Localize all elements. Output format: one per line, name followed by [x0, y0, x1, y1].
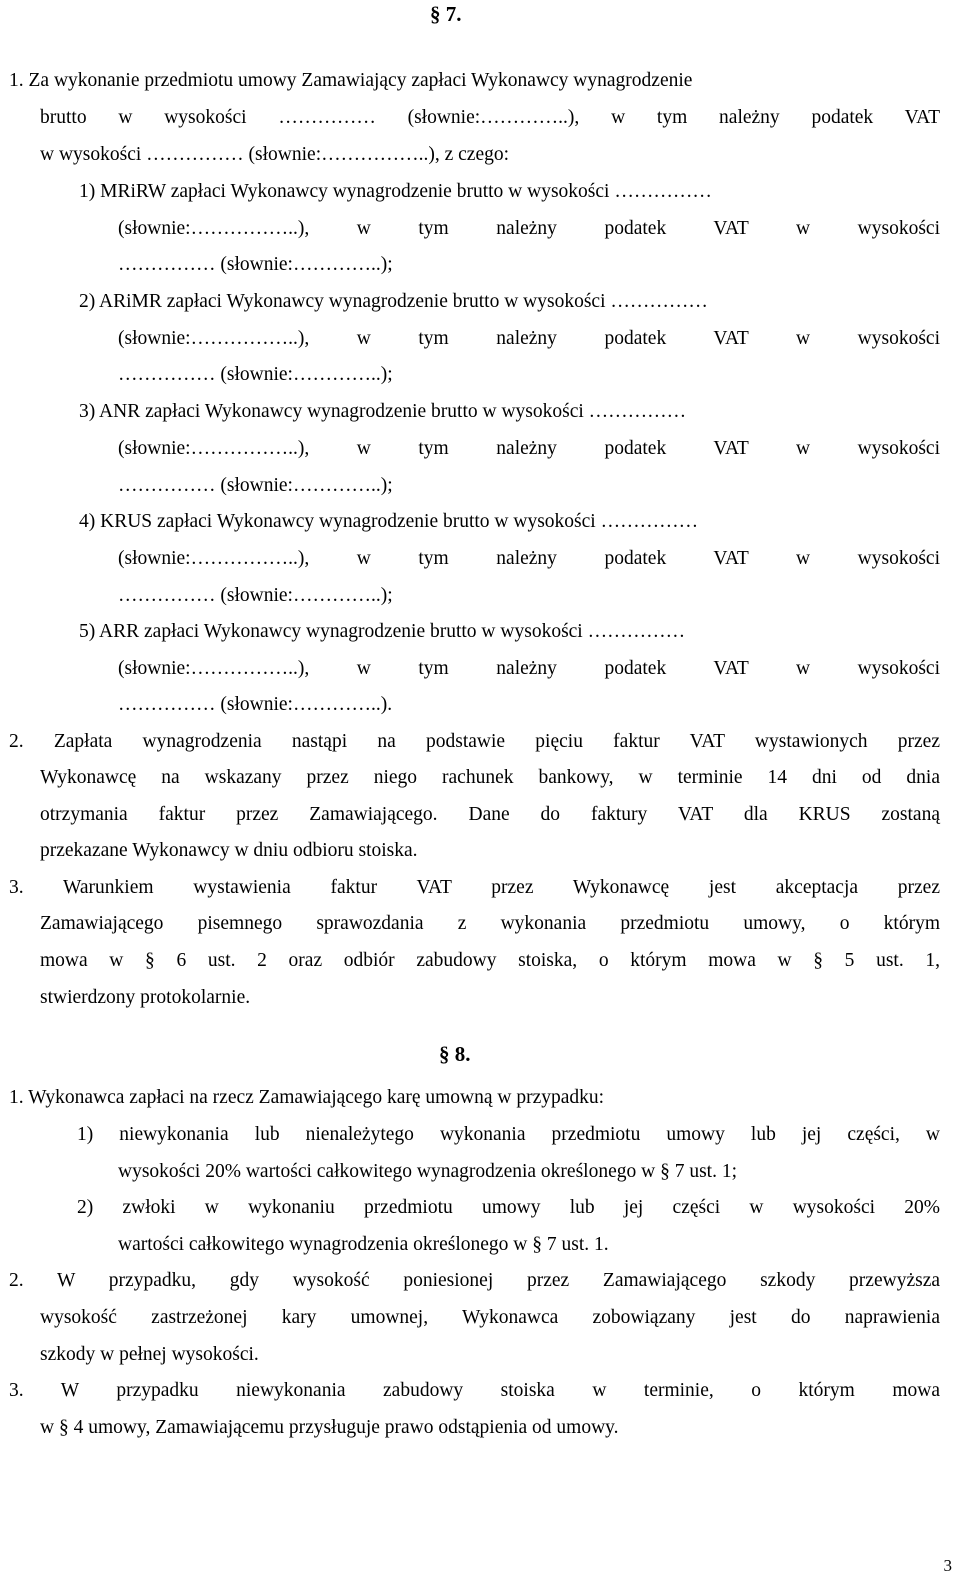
- paragraph-line: Zamawiającego pisemnego sprawozdania z wykonania przedmiotu umowy, o którym: [40, 913, 940, 934]
- paragraph-line: wysokość zastrzeżonej kary umownej, Wykonawca zobowiązany jest do naprawienia: [40, 1307, 940, 1328]
- list-item-line: (słownie:……………..), w tym należny podatek VAT w wysokości: [118, 658, 940, 679]
- paragraph-line: mowa w § 6 ust. 2 oraz odbiór zabudowy stoiska, o którym mowa w § 5 ust. 1,: [40, 950, 940, 971]
- paragraph-line: stwierdzony protokolarnie.: [40, 987, 251, 1008]
- list-item: 2) ARiMR zapłaci Wykonawcy wynagrodzenie brutto w wysokości ……………: [79, 291, 708, 312]
- list-item-line: wartości całkowitego wynagrodzenia określonego w § 7 ust. 1.: [118, 1234, 609, 1255]
- list-item-line: wysokości 20% wartości całkowitego wynagrodzenia określonego w § 7 ust. 1;: [118, 1161, 737, 1182]
- paragraph-line: w wysokości …………… (słownie:……………..), z czego:: [40, 144, 510, 165]
- list-item: 4) KRUS zapłaci Wykonawcy wynagrodzenie brutto w wysokości ……………: [79, 511, 699, 532]
- list-item: 2) zwłoki w wykonaniu przedmiotu umowy lub jej części w wysokości 20%: [77, 1197, 940, 1218]
- list-item-line: …………… (słownie:…………..).: [118, 694, 393, 715]
- list-item: 5) ARR zapłaci Wykonawcy wynagrodzenie brutto w wysokości ……………: [79, 621, 686, 642]
- list-item-line: (słownie:……………..), w tym należny podatek VAT w wysokości: [118, 548, 940, 569]
- paragraph-line: 2. W przypadku, gdy wysokość poniesionej przez Zamawiającego szkody przewyższa: [9, 1270, 940, 1291]
- paragraph-line: przekazane Wykonawcy w dniu odbioru stoiska.: [40, 840, 418, 861]
- list-item-line: …………… (słownie:…………..);: [118, 475, 393, 496]
- list-item-line: (słownie:……………..), w tym należny podatek VAT w wysokości: [118, 218, 940, 239]
- list-item-line: …………… (słownie:…………..);: [118, 254, 393, 275]
- list-item-line: …………… (słownie:…………..);: [118, 364, 393, 385]
- section-8-heading: § 8.: [439, 1042, 471, 1066]
- list-item: 1) MRiRW zapłaci Wykonawcy wynagrodzenie brutto w wysokości ……………: [79, 181, 712, 202]
- paragraph-line: 1. Za wykonanie przedmiotu umowy Zamawiający zapłaci Wykonawcy wynagrodzenie: [9, 70, 693, 91]
- paragraph-line: 1. Wykonawca zapłaci na rzecz Zamawiającego karę umowną w przypadku:: [9, 1087, 605, 1108]
- list-item-line: (słownie:……………..), w tym należny podatek VAT w wysokości: [118, 438, 940, 459]
- list-item: 3) ANR zapłaci Wykonawcy wynagrodzenie brutto w wysokości ……………: [79, 401, 687, 422]
- list-item-line: …………… (słownie:…………..);: [118, 585, 393, 606]
- paragraph-line: otrzymania faktur przez Zamawiającego. Dane do faktury VAT dla KRUS zostaną: [40, 804, 940, 825]
- paragraph-line: szkody w pełnej wysokości.: [40, 1344, 259, 1365]
- paragraph-line: 3. Warunkiem wystawienia faktur VAT przez Wykonawcę jest akceptacja przez: [9, 877, 940, 898]
- paragraph-line: Wykonawcę na wskazany przez niego rachunek bankowy, w terminie 14 dni od dnia: [40, 767, 940, 788]
- section-7-heading: § 7.: [430, 2, 462, 26]
- list-item: 1) niewykonania lub nienależytego wykonania przedmiotu umowy lub jej części, w: [77, 1124, 940, 1145]
- page-number: 3: [943, 1556, 952, 1575]
- list-item-line: (słownie:……………..), w tym należny podatek VAT w wysokości: [118, 328, 940, 349]
- paragraph-line: w § 4 umowy, Zamawiającemu przysługuje prawo odstąpienia od umowy.: [40, 1417, 619, 1438]
- paragraph-line: 2. Zapłata wynagrodzenia nastąpi na podstawie pięciu faktur VAT wystawionych przez: [9, 731, 940, 752]
- paragraph-line: 3. W przypadku niewykonania zabudowy stoiska w terminie, o którym mowa: [9, 1380, 940, 1401]
- paragraph-line: brutto w wysokości …………… (słownie:…………..), w tym należny podatek VAT: [40, 107, 940, 128]
